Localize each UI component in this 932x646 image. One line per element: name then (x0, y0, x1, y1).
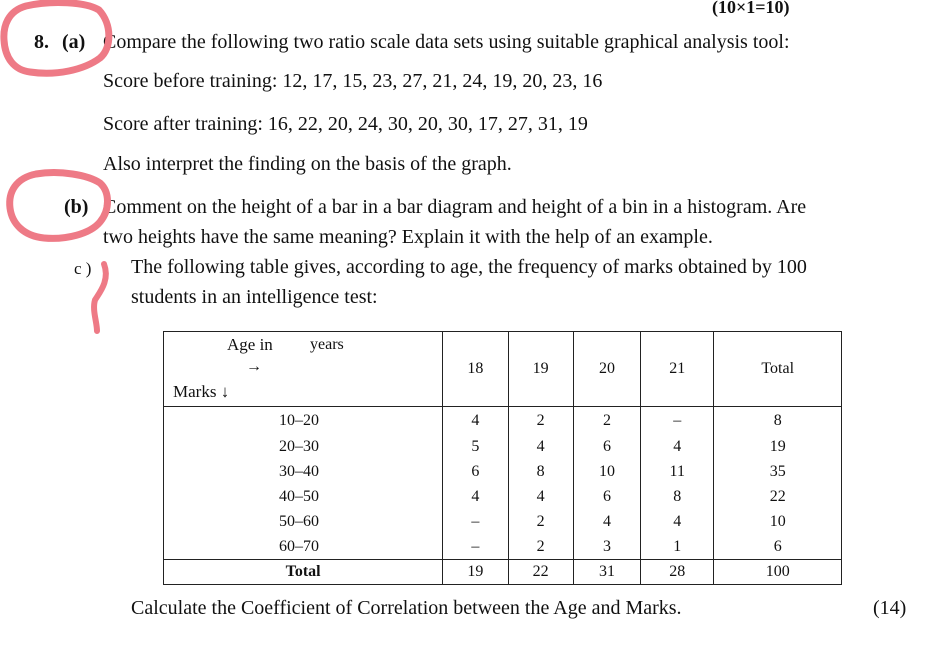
score-after-line: Score after training: 16, 22, 20, 24, 30, 20, 30, 17, 27, 31, 19 (103, 113, 588, 135)
table-cell: 8 (508, 459, 573, 484)
row-label: 20–30 (164, 434, 443, 459)
total-cell: 19 (443, 560, 508, 585)
table-cell: 2 (508, 534, 573, 560)
table-cell: 35 (714, 459, 842, 484)
column-header: 20 (573, 332, 640, 407)
corner-marks-label: Marks ↓ (173, 382, 230, 401)
correlation-instruction: Calculate the Coefficient of Correlation between the Age and Marks. (131, 597, 682, 619)
table-cell: 19 (714, 434, 842, 459)
table-row (164, 484, 842, 509)
row-label: 40–50 (164, 484, 443, 509)
table-row (164, 509, 842, 534)
row-label: 10–20 (164, 407, 443, 435)
table-cell: – (641, 407, 714, 435)
table-cell: 4 (443, 407, 508, 435)
part-b-line-1: Comment on the height of a bar in a bar diagram and height of a bin in a histogram. Are (103, 196, 807, 218)
part-c-line-2: students in an intelligence test: (131, 286, 378, 308)
part-b-label: (b) (64, 196, 89, 218)
question-number: 8. (34, 31, 49, 53)
corner-years-label: years (310, 336, 344, 353)
table-row (164, 459, 842, 484)
total-cell: 22 (508, 560, 573, 585)
table-total-row (164, 560, 842, 585)
table-header-row (164, 332, 842, 407)
part-a-label: (a) (62, 31, 86, 53)
table-cell: 4 (641, 434, 714, 459)
part-c-label: c ) (74, 259, 92, 278)
table-cell: 22 (714, 484, 842, 509)
table-cell: 4 (508, 434, 573, 459)
part-c-marks: (14) (873, 597, 907, 619)
table-cell: 8 (641, 484, 714, 509)
table-cell: 4 (573, 509, 640, 534)
table-row (164, 407, 842, 435)
table-cell: 10 (714, 509, 842, 534)
column-header: 19 (508, 332, 573, 407)
column-header: 21 (641, 332, 714, 407)
table-row (164, 434, 842, 459)
total-cell: 31 (573, 560, 640, 585)
table-cell: 6 (714, 534, 842, 560)
total-row-label: Total (164, 560, 443, 585)
table-cell: 6 (573, 484, 640, 509)
circle-annotation-8b (10, 173, 108, 239)
table-cell: 4 (443, 484, 508, 509)
table-cell: – (443, 534, 508, 560)
table-cell: 1 (641, 534, 714, 560)
table-cell: 6 (573, 434, 640, 459)
circle-annotation-8a (4, 3, 109, 74)
table-cell: 2 (508, 509, 573, 534)
table-cell: 6 (443, 459, 508, 484)
interpret-line: Also interpret the finding on the basis of the graph. (103, 153, 512, 175)
table-cell: 3 (573, 534, 640, 560)
table-cell: 2 (508, 407, 573, 435)
table-cell: 4 (641, 509, 714, 534)
total-cell: 100 (714, 560, 842, 585)
column-header: Total (714, 332, 842, 407)
row-label: 60–70 (164, 534, 443, 560)
table-cell: 8 (714, 407, 842, 435)
total-cell: 28 (641, 560, 714, 585)
part-b-line-2: two heights have the same meaning? Explain it with the help of an example. (103, 226, 713, 248)
table-cell: 11 (641, 459, 714, 484)
right-arrow-icon: → (246, 358, 262, 375)
table-cell: – (443, 509, 508, 534)
table-cell: 4 (508, 484, 573, 509)
table-cell: 2 (573, 407, 640, 435)
table-row (164, 534, 842, 560)
corner-age-label: Age in (227, 335, 273, 354)
bracket-annotation-8c (94, 264, 106, 331)
column-header: 18 (443, 332, 508, 407)
marks-allocation: (10×1=10) (712, 0, 790, 17)
part-a-text: Compare the following two ratio scale data sets using suitable graphical analysis tool: (103, 31, 790, 53)
score-before-line: Score before training: 12, 17, 15, 23, 27, 21, 24, 19, 20, 23, 16 (103, 70, 603, 92)
age-marks-table (163, 331, 842, 585)
part-c-line-1: The following table gives, according to age, the frequency of marks obtained by 100 (131, 256, 807, 278)
row-label: 30–40 (164, 459, 443, 484)
table-cell: 10 (573, 459, 640, 484)
table-cell: 5 (443, 434, 508, 459)
row-label: 50–60 (164, 509, 443, 534)
corner-cell (164, 332, 443, 407)
